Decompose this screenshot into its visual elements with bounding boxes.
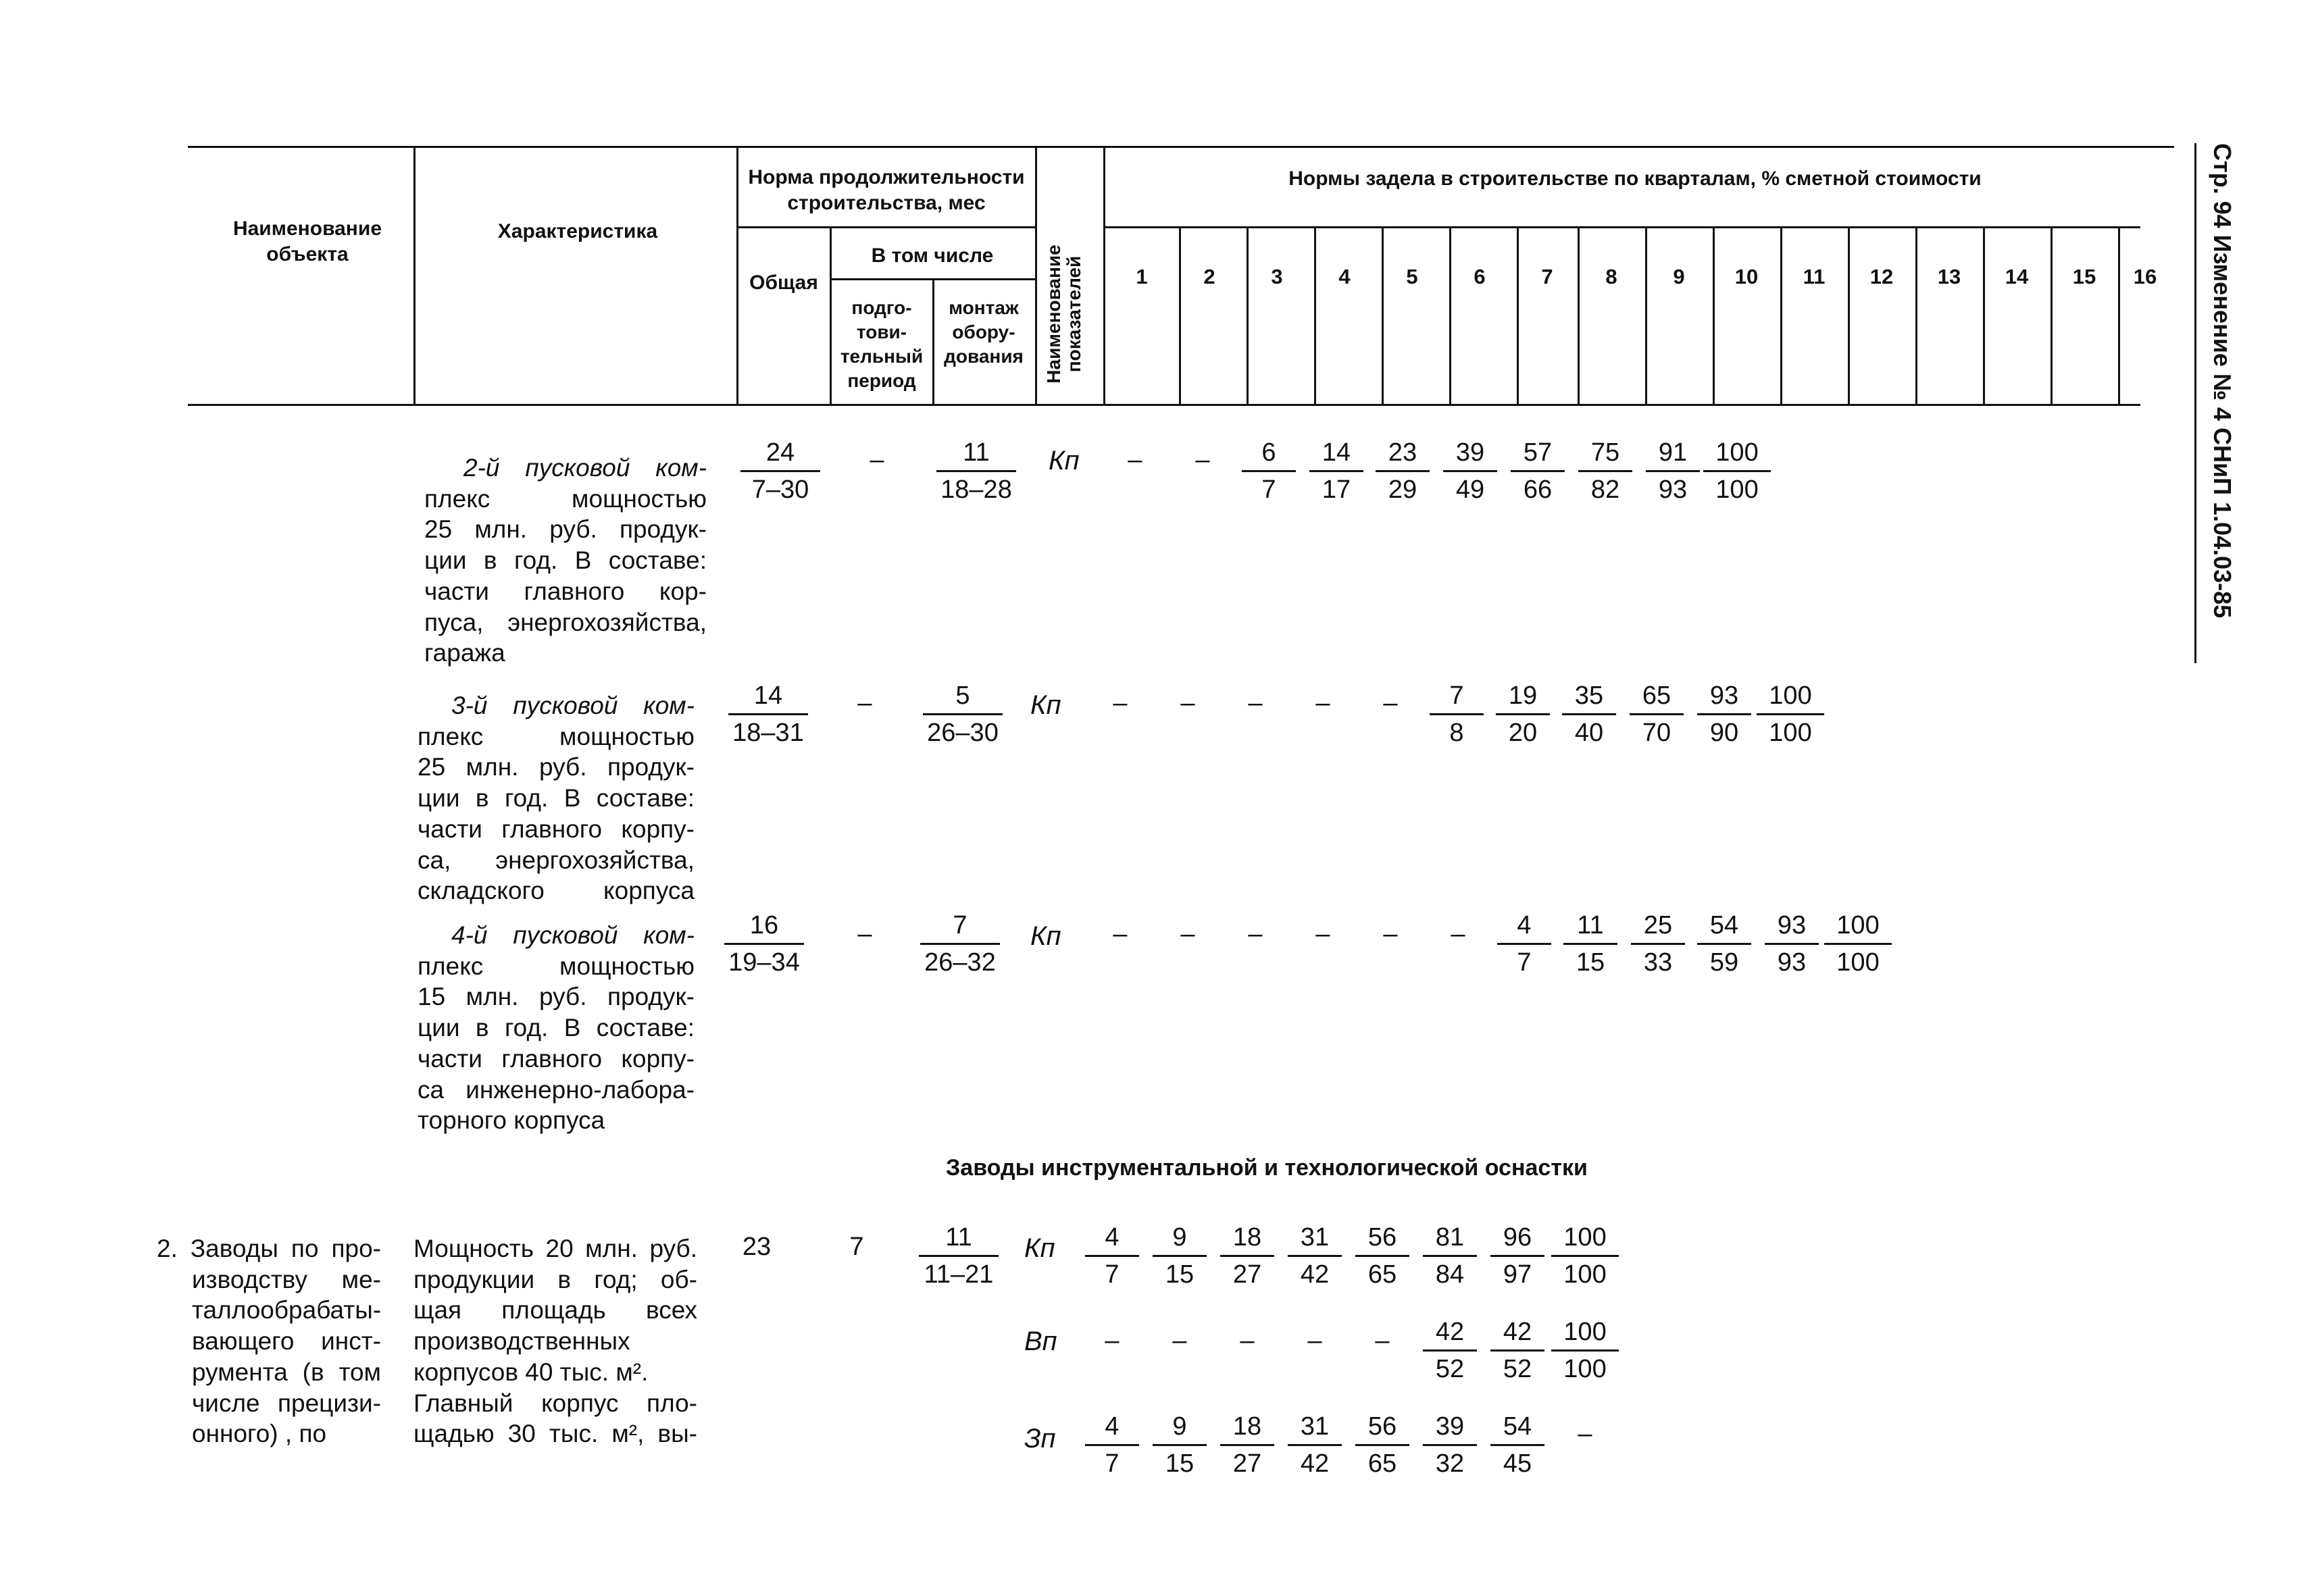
numerator: 18 xyxy=(1220,1409,1274,1446)
header-including: В том числе xyxy=(871,244,994,267)
numerator: 14 xyxy=(1309,435,1363,472)
text-line: производственных xyxy=(413,1327,630,1356)
row1-total xyxy=(736,435,824,507)
q-divider xyxy=(1848,226,1850,406)
q-divider xyxy=(1915,226,1917,406)
numerator: 100 xyxy=(1551,1220,1619,1257)
denominator: 70 xyxy=(1642,719,1671,747)
numerator: 56 xyxy=(1355,1220,1409,1257)
value-dash: – xyxy=(1315,689,1330,717)
numerator: 5 xyxy=(923,678,1003,715)
denominator: 32 xyxy=(1435,1449,1465,1478)
item2-indicator-kp: Кп xyxy=(1024,1233,1055,1263)
value-dash: – xyxy=(1113,920,1128,948)
value-dash: – xyxy=(1248,920,1263,948)
row1-characteristic xyxy=(424,453,707,669)
value-fraction xyxy=(1693,908,1755,980)
value-dash: – xyxy=(1172,1327,1187,1355)
denominator: 19–34 xyxy=(728,948,800,977)
value-fraction xyxy=(1149,1409,1211,1481)
denominator: 65 xyxy=(1367,1260,1397,1289)
row3-total xyxy=(720,908,808,980)
value-fraction xyxy=(1426,678,1488,750)
value-dash: – xyxy=(1105,1327,1120,1355)
q-divider xyxy=(1382,226,1384,406)
quarter-number: 8 xyxy=(1605,265,1617,288)
q-divider xyxy=(2118,226,2120,406)
text-line: плекс мощностью xyxy=(424,484,707,513)
denominator: 27 xyxy=(1232,1260,1262,1289)
denominator: 84 xyxy=(1435,1260,1465,1289)
value-fraction xyxy=(1547,1220,1623,1292)
value-fraction xyxy=(1216,1409,1278,1481)
quarter-number: 5 xyxy=(1406,265,1418,288)
value-fraction xyxy=(1081,1409,1143,1481)
header-prep-period: подготовительный период xyxy=(840,297,924,391)
q-divider xyxy=(1179,226,1181,406)
value-fraction xyxy=(1351,1409,1413,1481)
value-dash: – xyxy=(1375,1327,1390,1355)
value-dash: – xyxy=(1383,920,1398,948)
text-line: 2-й пусковой ком- xyxy=(463,454,707,482)
denominator: 52 xyxy=(1503,1355,1532,1383)
denominator: 40 xyxy=(1574,719,1604,747)
denominator: 7 xyxy=(1261,475,1276,504)
value-fraction xyxy=(1081,1220,1143,1292)
header-name-object: Наименование объекта xyxy=(232,217,382,265)
denominator: 15 xyxy=(1576,948,1605,977)
numerator: 4 xyxy=(1497,908,1551,945)
text-line: щая площадь всех xyxy=(413,1296,697,1324)
text-line: гаража xyxy=(424,639,505,667)
numerator: 100 xyxy=(1824,908,1892,945)
value-fraction xyxy=(1642,435,1704,507)
header-equipment-install: монтаж оборудования xyxy=(944,297,1024,367)
denominator: 100 xyxy=(1715,475,1759,504)
q-divider xyxy=(1517,226,1519,406)
text-line: продукции в год; об- xyxy=(413,1265,697,1293)
numerator: 100 xyxy=(1551,1314,1619,1352)
value-fraction xyxy=(1284,1220,1346,1292)
header-norm-duration: Норма продолжительности строительства, мес xyxy=(748,166,1025,214)
value-fraction xyxy=(1419,1220,1481,1292)
text-line: 2. Заводы по про- xyxy=(157,1235,381,1262)
col-divider-2 xyxy=(736,146,738,406)
text-line: части главного корпу- xyxy=(418,815,695,843)
denominator: 7 xyxy=(1105,1449,1120,1478)
value-fraction xyxy=(1693,678,1755,750)
denominator: 100 xyxy=(1769,719,1812,747)
header-indicator-name: Наименование показателей xyxy=(1043,244,1084,384)
text-line: ции в год. В составе: xyxy=(418,1014,695,1042)
quarter-number: 16 xyxy=(2133,265,2157,288)
text-line: щадью 30 тыс. м², вы- xyxy=(413,1420,697,1448)
section-title: Заводы инструментальной и технологической оснастки xyxy=(946,1155,1588,1181)
value-fraction xyxy=(1558,678,1620,750)
value-dash: – xyxy=(1240,1327,1255,1355)
text-line: складского корпуса xyxy=(418,877,695,905)
value-dash: – xyxy=(1113,689,1128,717)
duration-subrule xyxy=(738,226,1035,228)
item2-indicator-zp: Зп xyxy=(1024,1424,1056,1453)
row3-indicator: Кп xyxy=(1030,921,1061,951)
denominator: 8 xyxy=(1449,719,1464,747)
value-fraction xyxy=(1372,435,1434,507)
denominator: 42 xyxy=(1300,1260,1330,1289)
value-fraction xyxy=(1753,678,1828,750)
q-divider xyxy=(2051,226,2053,406)
denominator: 7 xyxy=(1517,948,1532,977)
quarter-number: 9 xyxy=(1673,265,1685,288)
denominator: 17 xyxy=(1322,475,1351,504)
text-line: числе прецизи- xyxy=(192,1389,381,1417)
quarter-number: 11 xyxy=(1803,265,1826,288)
item2-indicator-vp: Вп xyxy=(1024,1327,1057,1356)
item2-prep: 7 xyxy=(849,1233,864,1261)
text-line: таллообрабаты- xyxy=(192,1296,382,1324)
numerator: 4 xyxy=(1085,1220,1139,1257)
numerator: 75 xyxy=(1578,435,1632,472)
row2-total xyxy=(724,678,812,750)
numerator: 56 xyxy=(1355,1409,1409,1446)
text-line: 25 млн. руб. продук- xyxy=(418,753,695,781)
value-dash: – xyxy=(1180,689,1195,717)
value-fraction xyxy=(1492,678,1554,750)
value-dash: – xyxy=(1315,920,1330,948)
denominator: 42 xyxy=(1300,1449,1330,1478)
text-line: 3-й пусковой ком- xyxy=(451,692,695,719)
numerator: 9 xyxy=(1153,1220,1207,1257)
numerator: 7 xyxy=(1430,678,1484,715)
numerator: 7 xyxy=(920,908,1000,945)
col-divider-1 xyxy=(413,146,416,406)
text-line: пуса, энергохозяйства, xyxy=(424,608,707,636)
quarter-number: 1 xyxy=(1136,265,1148,288)
q-divider xyxy=(1713,226,1715,406)
col-divider-4 xyxy=(932,278,934,406)
denominator: 7 xyxy=(1105,1260,1120,1289)
quarter-number: 12 xyxy=(1869,265,1894,288)
denominator: 15 xyxy=(1165,1260,1194,1289)
header-backlog-norms: Нормы задела в строительстве по кварталам, % сметной стоимости xyxy=(1288,168,1982,190)
value-fraction xyxy=(1627,908,1689,980)
quarter-number: 10 xyxy=(1734,265,1759,288)
value-dash: – xyxy=(1307,1327,1322,1355)
text-line: корпусов 40 тыс. м². xyxy=(413,1358,649,1386)
value-dash: – xyxy=(1451,920,1465,948)
numerator: 93 xyxy=(1697,678,1751,715)
item2-name xyxy=(157,1233,381,1449)
col-divider-3 xyxy=(830,226,832,406)
quarter-number: 13 xyxy=(1937,265,1961,288)
denominator: 97 xyxy=(1503,1260,1532,1289)
header-top-rule xyxy=(188,146,2174,148)
row2-prep: – xyxy=(857,689,872,717)
text-line: онного) , по xyxy=(192,1420,327,1448)
item2-install xyxy=(915,1220,1003,1292)
row3-install xyxy=(916,908,1004,980)
item2-total: 23 xyxy=(742,1233,772,1261)
item2-characteristic xyxy=(413,1233,697,1449)
denominator: 93 xyxy=(1658,475,1688,504)
numerator: 31 xyxy=(1288,1220,1342,1257)
row1-install xyxy=(932,435,1020,507)
denominator: 65 xyxy=(1367,1449,1397,1478)
value-dash: – xyxy=(1128,446,1142,474)
numerator: 81 xyxy=(1423,1220,1477,1257)
text-line: вающего инст- xyxy=(192,1327,381,1356)
numerator: 14 xyxy=(728,678,808,715)
numerator: 11 xyxy=(936,435,1016,472)
q-divider xyxy=(1578,226,1580,406)
text-line: ции в год. В составе: xyxy=(424,546,707,575)
value-dash: – xyxy=(1383,689,1398,717)
col-divider-5 xyxy=(1035,146,1037,406)
numerator: 4 xyxy=(1085,1409,1139,1446)
denominator: 33 xyxy=(1643,948,1673,977)
numerator: 24 xyxy=(740,435,820,472)
q-divider xyxy=(1983,226,1985,406)
row2-characteristic xyxy=(418,690,695,906)
numerator: 16 xyxy=(724,908,804,945)
side-title-rule xyxy=(2194,143,2196,663)
denominator: 49 xyxy=(1455,475,1485,504)
text-line: 4-й пусковой ком- xyxy=(451,921,695,949)
denominator: 100 xyxy=(1836,948,1880,977)
denominator: 18–28 xyxy=(940,475,1012,504)
row3-characteristic xyxy=(418,920,695,1136)
value-fraction xyxy=(1439,435,1501,507)
value-dash: – xyxy=(1180,920,1195,948)
quarter-number: 2 xyxy=(1203,265,1215,288)
numerator: 25 xyxy=(1631,908,1685,945)
text-line: са, энергохозяйства, xyxy=(418,846,695,874)
text-line: са инженерно-лабора- xyxy=(418,1075,695,1104)
denominator: 26–32 xyxy=(924,948,996,977)
denominator: 29 xyxy=(1388,475,1417,504)
value-fraction xyxy=(1149,1220,1211,1292)
denominator: 20 xyxy=(1508,719,1538,747)
q-divider xyxy=(1449,226,1451,406)
numerator: 100 xyxy=(1703,435,1771,472)
numerator: 23 xyxy=(1376,435,1430,472)
numerator: 91 xyxy=(1646,435,1700,472)
q-divider xyxy=(1780,226,1782,406)
numerator: 11 xyxy=(1563,908,1617,945)
numerator: 19 xyxy=(1496,678,1550,715)
value-dash: – xyxy=(1195,446,1210,474)
header-characteristic: Характеристика xyxy=(497,220,658,242)
numerator: 100 xyxy=(1757,678,1824,715)
text-line: плекс мощностью xyxy=(418,952,695,980)
denominator: 90 xyxy=(1709,719,1739,747)
numerator: 57 xyxy=(1511,435,1565,472)
numerator: 6 xyxy=(1242,435,1296,472)
value-fraction xyxy=(1820,908,1896,980)
denominator: 100 xyxy=(1563,1355,1607,1383)
value-fraction xyxy=(1216,1220,1278,1292)
row2-indicator: Кп xyxy=(1030,690,1061,720)
numerator: 65 xyxy=(1630,678,1684,715)
numerator: 11 xyxy=(919,1220,999,1257)
value-fraction xyxy=(1626,678,1688,750)
value-fraction xyxy=(1547,1314,1623,1387)
row2-install xyxy=(919,678,1007,750)
quarter-number: 15 xyxy=(2072,265,2096,288)
denominator: 66 xyxy=(1523,475,1553,504)
denominator: 15 xyxy=(1165,1449,1194,1478)
denominator: 18–31 xyxy=(732,719,804,747)
row3-prep: – xyxy=(857,920,872,948)
text-line: 15 млн. руб. продук- xyxy=(418,983,695,1011)
numerator: 96 xyxy=(1490,1220,1544,1257)
col-divider-6 xyxy=(1103,146,1105,406)
numerator: 42 xyxy=(1423,1314,1477,1352)
numerator: 54 xyxy=(1490,1409,1544,1446)
quarter-number: 6 xyxy=(1474,265,1486,288)
row1-prep: – xyxy=(870,446,884,474)
denominator: 45 xyxy=(1503,1449,1532,1478)
text-line: торного корпуса xyxy=(418,1106,605,1135)
q-divider xyxy=(1645,226,1647,406)
denominator: 59 xyxy=(1709,948,1739,977)
text-line: Мощность 20 млн. руб. xyxy=(413,1235,697,1262)
value-dash: – xyxy=(1578,1420,1592,1448)
text-line: плекс мощностью xyxy=(418,722,695,750)
text-line: Главный корпус пло- xyxy=(413,1389,697,1417)
value-fraction xyxy=(1486,1314,1549,1387)
quarter-number: 7 xyxy=(1541,265,1553,288)
value-fraction xyxy=(1305,435,1367,507)
text-line: 25 млн. руб. продук- xyxy=(424,515,707,544)
backlog-subrule xyxy=(1105,226,2140,228)
quarter-number: 14 xyxy=(2005,265,2029,288)
header-total: Общая xyxy=(749,272,818,294)
value-fraction xyxy=(1238,435,1300,507)
value-fraction xyxy=(1486,1409,1549,1481)
numerator: 93 xyxy=(1765,908,1819,945)
denominator: 52 xyxy=(1435,1355,1465,1383)
text-line: румента (в том xyxy=(192,1358,381,1386)
value-fraction xyxy=(1699,435,1775,507)
denominator: 93 xyxy=(1777,948,1807,977)
numerator: 9 xyxy=(1153,1409,1207,1446)
numerator: 39 xyxy=(1423,1409,1477,1446)
value-fraction xyxy=(1284,1409,1346,1481)
q-divider xyxy=(1314,226,1316,406)
value-fraction xyxy=(1574,435,1636,507)
value-fraction xyxy=(1486,1220,1549,1292)
text-line: части главного кор- xyxy=(424,577,707,605)
denominator: 82 xyxy=(1590,475,1620,504)
value-fraction xyxy=(1507,435,1569,507)
quarter-number: 4 xyxy=(1338,265,1351,288)
side-page-title: Стр. 94 Изменение № 4 СНиП 1.04.03-85 xyxy=(2209,143,2236,619)
denominator: 27 xyxy=(1232,1449,1262,1478)
denominator: 26–30 xyxy=(927,719,999,747)
numerator: 31 xyxy=(1288,1409,1342,1446)
numerator: 54 xyxy=(1697,908,1751,945)
numerator: 18 xyxy=(1220,1220,1274,1257)
quarter-number: 3 xyxy=(1271,265,1283,288)
value-fraction xyxy=(1761,908,1823,980)
value-fraction xyxy=(1493,908,1555,980)
numerator: 35 xyxy=(1562,678,1616,715)
denominator: 11–21 xyxy=(924,1260,994,1289)
value-fraction xyxy=(1419,1314,1481,1387)
denominator: 7–30 xyxy=(751,475,809,504)
numerator: 42 xyxy=(1490,1314,1544,1352)
value-fraction xyxy=(1559,908,1621,980)
value-fraction xyxy=(1419,1409,1481,1481)
value-dash: – xyxy=(1248,689,1263,717)
text-line: части главного корпу- xyxy=(418,1044,695,1073)
row1-indicator: Кп xyxy=(1049,446,1080,475)
text-line: ции в год. В составе: xyxy=(418,784,695,813)
denominator: 100 xyxy=(1563,1260,1607,1289)
numerator: 39 xyxy=(1443,435,1497,472)
value-fraction xyxy=(1351,1220,1413,1292)
text-line: изводству ме- xyxy=(192,1265,381,1293)
q-divider xyxy=(1247,226,1249,406)
